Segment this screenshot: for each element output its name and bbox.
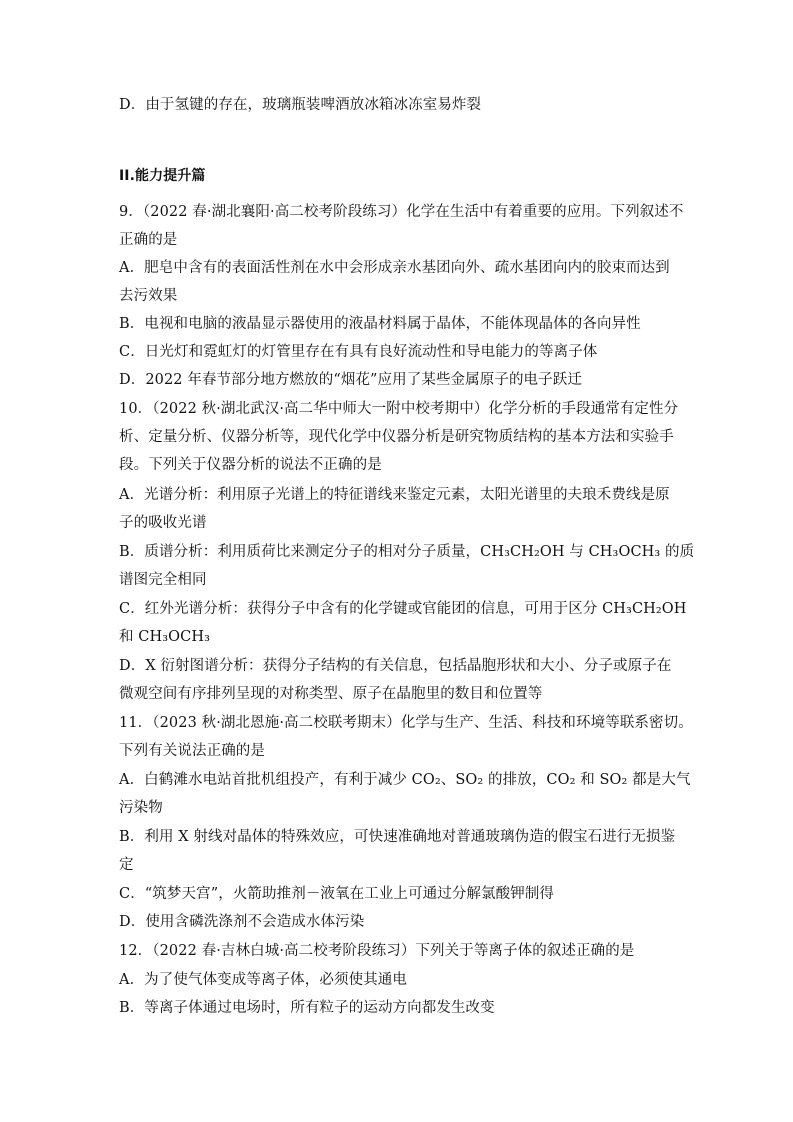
q9-stem-line2: 正确的是	[119, 232, 178, 248]
q10-stem-line3: 段。下列关于仪器分析的说法不正确的是	[119, 457, 382, 473]
q10-option-b-line2: 谱图完全相同	[119, 572, 207, 588]
q11-option-a-line2: 污染物	[119, 800, 163, 816]
q10-stem-line2: 析、定量分析、仪器分析等，现代化学中仪器分析是研究物质结构的基本方法和实验手	[119, 429, 674, 445]
q11-option-b-line2: 定	[119, 857, 134, 873]
q12-option-a: A．为了使气体变成等离子体，必须使其通电	[119, 972, 407, 988]
q10-option-c-line2: 和 CH₃OCH₃	[119, 629, 211, 645]
q9-option-b: B．电视和电脑的液晶显示器使用的液晶材料属于晶体，不能体现晶体的各向异性	[119, 316, 641, 332]
q10-option-a-line2: 子的吸收光谱	[119, 515, 207, 531]
q10-option-c-line1: C．红外光谱分析：获得分子中含有的化学键或官能团的信息，可用于区分 CH₃CH₂OH	[119, 601, 687, 617]
q9-option-a-line2: 去污效果	[119, 288, 178, 304]
q11-option-d: D．使用含磷洗涤剂不会造成水体污染	[119, 914, 365, 930]
q9-option-c: C．日光灯和霓虹灯的灯管里存在有具有良好流动性和导电能力的等离子体	[119, 344, 598, 360]
q10-stem-line1: 10．（2022 秋·湖北武汉·高二华中师大一附中校考期中）化学分析的手段通常有定性分	[119, 401, 679, 417]
q9-stem-line1: 9．（2022 春·湖北襄阳·高二校考阶段练习）化学在生活中有着重要的应用。下列叙述不	[119, 204, 684, 220]
q10-option-b-line1: B．质谱分析：利用质荷比来测定分子的相对分子质量，CH₃CH₂OH 与 CH₃OCH₃ 的质	[119, 544, 695, 560]
q11-option-a-line1: A．白鹤滩水电站首批机组投产，有利于减少 CO₂、SO₂ 的排放，CO₂ 和 SO₂ 都是大气	[119, 772, 691, 788]
q11-stem-line1: 11．（2023 秋·湖北恩施·高二校联考期末）化学与生产、生活、科技和环境等联系密切。	[119, 715, 693, 731]
q12-stem: 12．（2022 春·吉林白城·高二校考阶段练习）下列关于等离子体的叙述正确的是	[119, 943, 635, 959]
q9-option-a-line1: A．肥皂中含有的表面活性剂在水中会形成亲水基团向外、疏水基团向内的胶束而达到	[119, 260, 670, 276]
q10-option-d-line1: D．X 衍射图谱分析：获得分子结构的有关信息，包括晶胞形状和大小、分子或原子在	[119, 658, 672, 674]
q11-option-b-line1: B．利用 X 射线对晶体的特殊效应，可快速准确地对普通玻璃伪造的假宝石进行无损鉴	[119, 829, 676, 845]
q10-option-d-line2: 微观空间有序排列呈现的对称类型、原子在晶胞里的数目和位置等	[119, 686, 543, 702]
q11-option-c: C．“筑梦天宫”，火箭助推剂－液氧在工业上可通过分解氯酸钾制得	[119, 886, 555, 902]
section-heading: II.能力提升篇	[119, 168, 206, 184]
q9-option-d: D．2022 年春节部分地方燃放的“烟花”应用了某些金属原子的电子跃迁	[119, 372, 582, 388]
q8-option-d: D．由于氢键的存在，玻璃瓶装啤酒放冰箱冰冻室易炸裂	[119, 97, 482, 113]
q11-stem-line2: 下列有关说法正确的是	[119, 743, 265, 759]
q12-option-b: B．等离子体通过电场时，所有粒子的运动方向都发生改变	[119, 1000, 495, 1016]
q10-option-a-line1: A．光谱分析：利用原子光谱上的特征谱线来鉴定元素，太阳光谱里的夫琅禾费线是原	[119, 487, 670, 503]
